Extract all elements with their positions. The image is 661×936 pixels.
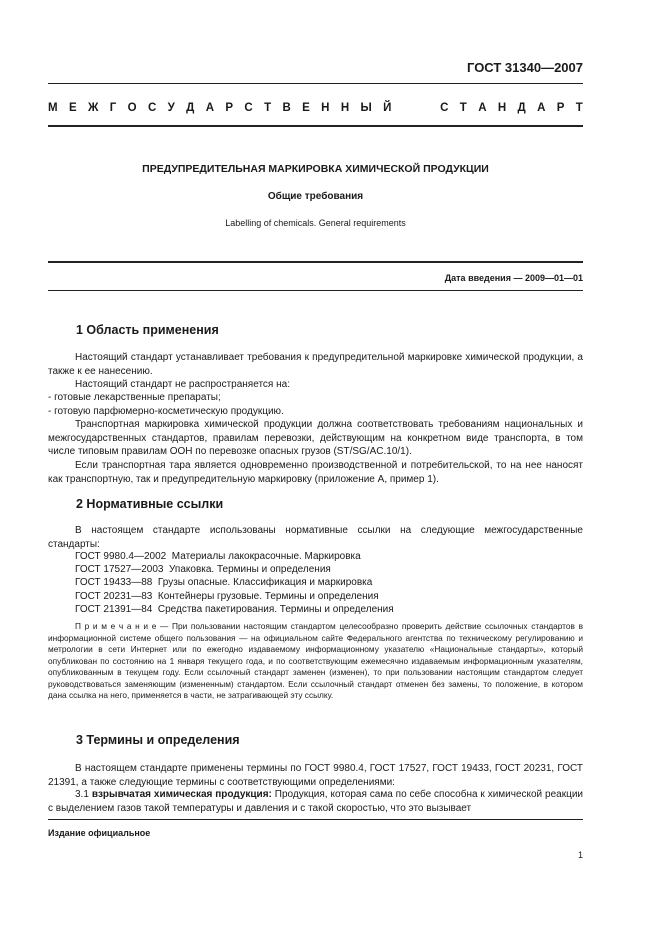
heading-letter: М (48, 102, 58, 114)
normative-reference: ГОСТ 21391—84 Средства пакетирования. Термины и определения (75, 604, 394, 615)
section-1-list-item: - готовые лекарственные препараты; (48, 392, 221, 403)
heading-letter: У (167, 102, 175, 114)
section-2-note: П р и м е ч а н и е — При пользовании настоящим стандартом целесообразно проверить действие ссылочных стандартов в информационной системе общего пользования — на официальном сайте Федерального агентства по техническому регулированию и метрологии в сети Интернет или по ежегодно издаваемому информационному указателю «Национальные стандарты», который опубликован по состоянию на 1 января текущего года, и по соответствующим ежемесячно издаваемым информационным указателям, опубликованным в текущем году. Если ссылочный стандарт заменен (изменен), то при пользовании настоящим стандартом следует руководствоваться заменяющим (измененным) стандартом. Если ссылочный стандарт отменен без замены, то положение, в котором дана ссылка на него, применяется в части, не затрагивающей эту ссылку. (48, 621, 583, 700)
heading-letter: Н (497, 102, 507, 114)
heading-letter: Й (383, 102, 392, 114)
section-2-heading: 2 Нормативные ссылки (76, 497, 224, 511)
title-rule (48, 261, 583, 263)
header-rule (48, 83, 583, 84)
normative-reference: ГОСТ 20231—83 Контейнеры грузовые. Термины и определения (75, 591, 379, 602)
heading-letter: Т (459, 102, 467, 114)
heading-letter: А (478, 102, 487, 114)
heading-letter: А (205, 102, 215, 114)
heading-letter: Д (517, 102, 526, 114)
heading-letter: Т (575, 102, 583, 114)
section-1-list-item: - готовую парфюмерно-косметическую продукцию. (48, 406, 284, 417)
section-1-paragraph-3: Транспортная маркировка химической продукции должна соответствовать требованиям национальных и межгосударственных стандартов, правилам перевозки, действующим на конкретном виде транспорта, в том числе типовым правилам ООН по перевозке опасных грузов (ST/SG/AC.10/1). (48, 419, 583, 457)
heading-letter: С (147, 102, 157, 114)
note-label: П р и м е ч а н и е (75, 621, 157, 631)
normative-reference: ГОСТ 17527—2003 Упаковка. Термины и определения (75, 564, 331, 575)
date-rule (48, 290, 583, 291)
page-number: 1 (577, 850, 583, 860)
term-number: 3.1 (75, 789, 92, 800)
footer-rule (48, 819, 583, 820)
heading-letter: Р (556, 102, 565, 114)
heading-letter: Ы (360, 102, 372, 114)
heading-letter: Е (68, 102, 77, 114)
introduction-date: Дата введения — 2009—01—01 (444, 273, 583, 283)
heading-letter: А (537, 102, 546, 114)
heading-letter: Е (302, 102, 310, 114)
heading-letter: Р (225, 102, 234, 114)
heading-letter: О (127, 102, 137, 114)
document-title: ПРЕДУПРЕДИТЕЛЬНАЯ МАРКИРОВКА ХИМИЧЕСКОЙ ПРОДУКЦИИ (142, 163, 489, 175)
standard-type-heading (48, 102, 583, 114)
term-name: взрывчатая химическая продукция: (91, 789, 272, 800)
letter-gap (403, 102, 429, 114)
heading-letter: Н (340, 102, 350, 114)
document-subtitle: Общие требования (267, 191, 364, 202)
section-1-paragraph-4: Если транспортная тара является одновременно производственной и потребительской, то на нее наносят как транспортную, так и предупредительную маркировку (приложение А, пример 1). (48, 460, 583, 485)
heading-letter: Д (186, 102, 195, 114)
header-thick-rule (48, 125, 583, 127)
heading-letter: Н (321, 102, 330, 114)
english-title: Labelling of chemicals. General requirements (225, 218, 406, 228)
heading-letter: С (244, 102, 253, 114)
heading-letter: В (282, 102, 291, 114)
heading-letter: С (440, 102, 449, 114)
heading-letter: Г (109, 102, 117, 114)
heading-letter: Т (264, 102, 272, 114)
section-3-heading: 3 Термины и определения (76, 733, 240, 747)
section-1-paragraph-2: Настоящий стандарт не распространяется на: (75, 379, 290, 390)
term-definition: 3.1 взрывчатая химическая продукция: Продукция, которая сама по себе способна к химической реакции с выделением газов такой температуры и давления и с такой скоростью, что это вызывает (48, 789, 583, 814)
normative-reference: ГОСТ 19433—88 Грузы опасные. Классификация и маркировка (75, 577, 373, 588)
edition-label: Издание официальное (48, 828, 151, 838)
section-3-paragraph-1: В настоящем стандарте применены термины по ГОСТ 9980.4, ГОСТ 17527, ГОСТ 19433, ГОСТ 20231, ГОСТ 21391, а также следующие термины с соответствующими определениями: (48, 763, 583, 788)
section-2-paragraph-1: В настоящем стандарте использованы нормативные ссылки на следующие межгосударственные стандарты: (48, 525, 583, 550)
standard-code: ГОСТ 31340—2007 (467, 60, 583, 75)
normative-reference: ГОСТ 9980.4—2002 Материалы лакокрасочные. Маркировка (75, 551, 361, 562)
section-1-paragraph-1: Настоящий стандарт устанавливает требования к предупредительной маркировке химической продукции, а также к ее нанесению. (48, 352, 583, 377)
heading-letter: Ж (87, 102, 99, 114)
section-1-heading: 1 Область применения (76, 323, 219, 337)
